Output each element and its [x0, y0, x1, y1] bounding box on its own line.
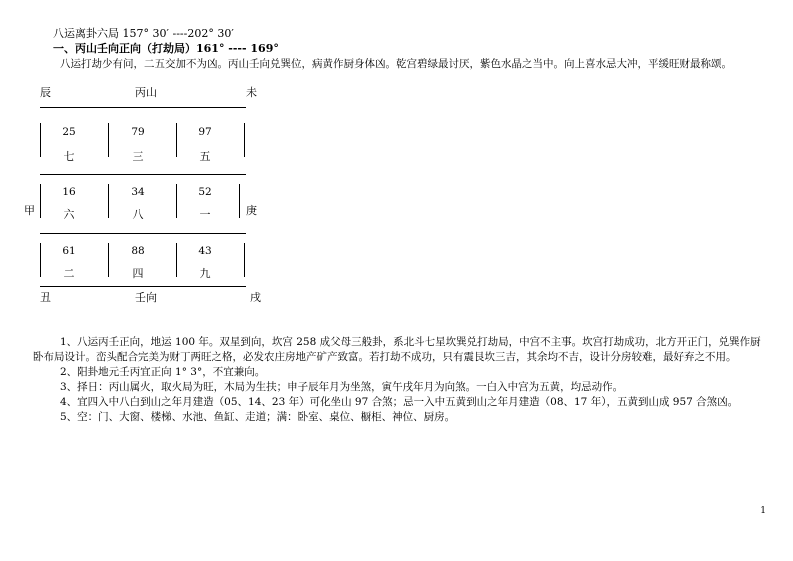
- grid-cell-star: 八: [132, 208, 144, 221]
- grid-line-bottom: [40, 286, 246, 287]
- note-item: 1、八运丙壬正向，地运 100 年。双星到向，坎宫 258 成父母三般卦，系北斗七星坎巽兑打劫局，中宫不主事。坎宫打劫成功，北方开正门，兑巽作厨卧布局设计。峦头配合完美为财丁两旺之格，必发农庄房地产矿产致富。若打劫不成功，只有震艮坎三吉，其余均不吉，设计分房较难，最好弃之不用。: [33, 336, 761, 363]
- grid-cell-star: 七: [63, 150, 75, 163]
- grid-cell-star: 五: [199, 150, 211, 163]
- grid-vline: [176, 184, 177, 218]
- grid-cell-number: 16: [62, 186, 76, 198]
- grid-vline: [244, 243, 245, 277]
- grid-vline: [108, 184, 109, 218]
- grid-vline: [239, 184, 240, 218]
- grid-line-top: [40, 107, 246, 108]
- grid-vline: [40, 123, 41, 157]
- grid-line-row2: [40, 233, 246, 234]
- grid-cell-number: 43: [198, 245, 212, 257]
- grid-cell-number: 88: [131, 245, 145, 257]
- grid-cell-number: 25: [62, 126, 76, 138]
- grid-cell-star: 六: [63, 208, 75, 221]
- grid-vline: [40, 184, 41, 218]
- grid-cell-number: 34: [131, 186, 145, 198]
- grid-cell-number: 79: [131, 126, 145, 138]
- note-item: 4、宜四入中八白到山之年月建造（05、14、23 年）可化坐山 97 合煞；忌一入中五黄到山之年月建造（08、17 年），五黄到山成 957 合煞凶。: [60, 396, 739, 408]
- grid-cell-star: 九: [199, 267, 211, 280]
- grid-cell-number: 97: [198, 126, 212, 138]
- grid-vline: [244, 123, 245, 157]
- direction-bottom-right: 戌: [250, 291, 261, 304]
- notes-section: [33, 335, 763, 425]
- direction-mid-left: 甲: [24, 204, 35, 217]
- direction-bottom-center: 壬向: [135, 291, 157, 304]
- grid-line-row1: [40, 174, 246, 175]
- grid-cell-star: 三: [132, 150, 144, 163]
- grid-cell-star: 一: [199, 208, 211, 221]
- grid-vline: [176, 123, 177, 157]
- direction-top-left: 辰: [40, 86, 51, 99]
- note-item: 2、阳卦地元壬丙宜正向 1° 3°，不宜兼向。: [60, 366, 266, 378]
- grid-vline: [176, 243, 177, 277]
- intro-verse: 八运打劫少有问，二五交加不为凶。丙山壬向兑巽位，病黄作厨身体凶。乾宫碧绿最讨厌，紫色水晶之当中。向上喜水忌大冲，平缓旺财最称颂。: [60, 58, 732, 70]
- section-heading: 一、丙山壬向正向（打劫局）161° ---- 169°: [53, 42, 279, 55]
- page-number: 1: [760, 506, 766, 516]
- grid-cell-number: 52: [198, 186, 212, 198]
- grid-cell-star: 二: [63, 267, 75, 280]
- note-item: 3、择日：丙山属火，取火局为旺，木局为生扶；申子辰年月为坐煞，寅午戌年月为向煞。一白入中宫为五黄，均忌动作。: [60, 381, 624, 393]
- grid-vline: [108, 243, 109, 277]
- direction-bottom-left: 丑: [40, 291, 51, 304]
- note-item: 5、空：门、大窗、楼梯、水池、鱼缸、走道；满：卧室、桌位、橱柜、神位、厨房。: [60, 411, 456, 423]
- grid-cell-number: 61: [62, 245, 76, 257]
- grid-cell-star: 四: [132, 267, 144, 280]
- grid-vline: [40, 243, 41, 277]
- document-title: 八运离卦六局 157° 30′ ----202° 30′: [53, 27, 234, 40]
- grid-vline: [108, 123, 109, 157]
- direction-top-right: 未: [246, 86, 257, 99]
- direction-mid-right: 庚: [246, 204, 257, 217]
- direction-top-center: 丙山: [135, 86, 157, 99]
